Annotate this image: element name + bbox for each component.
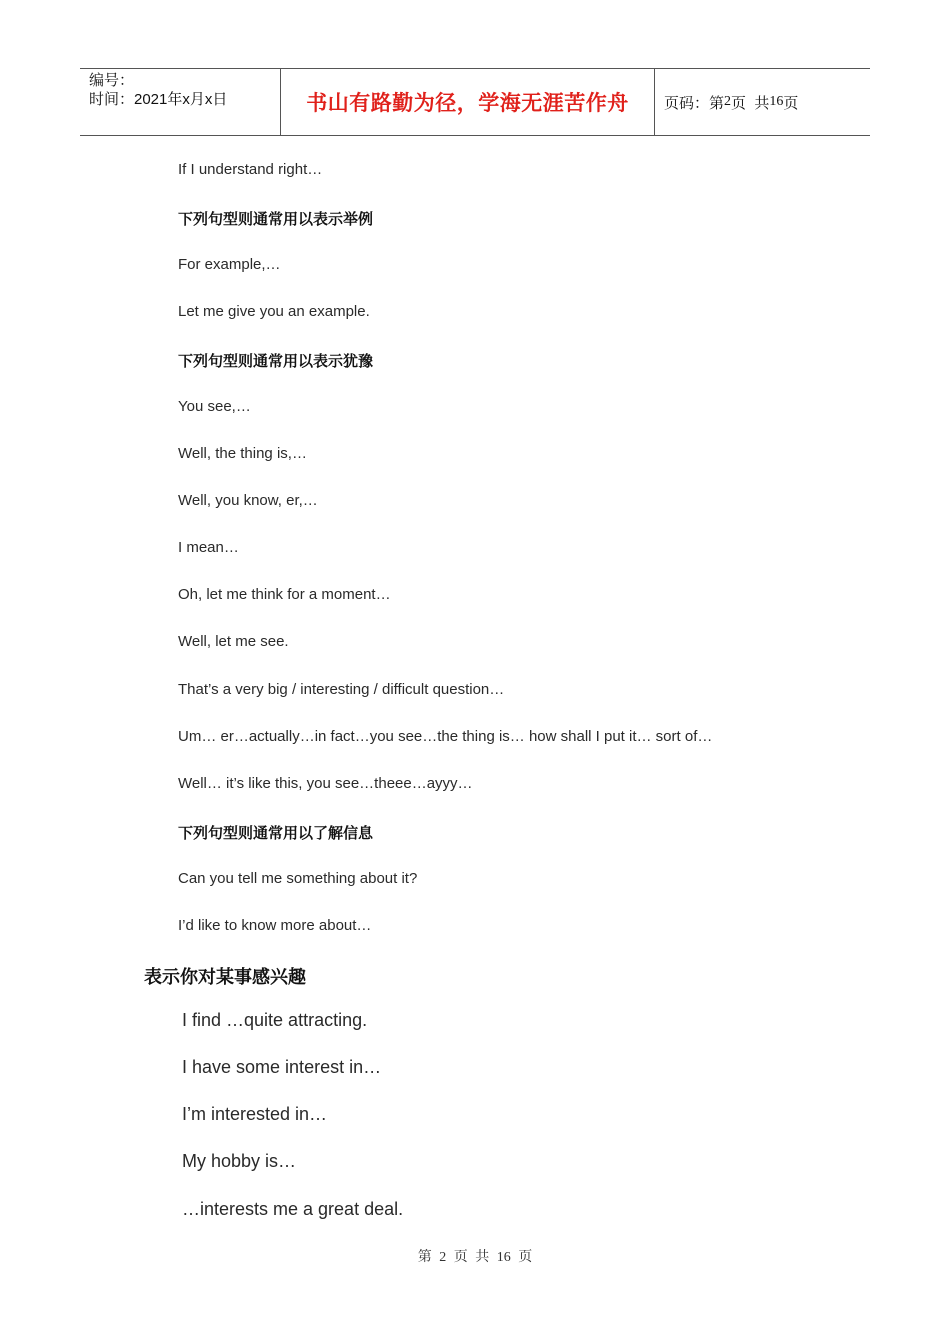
header-page-info <box>655 69 870 135</box>
text-line: Well, let me see. <box>178 633 289 650</box>
header-page-total: 16 <box>769 94 784 109</box>
text-line: Let me give you an example. <box>178 303 370 320</box>
section-item: I have some interest in… <box>182 1057 382 1077</box>
header-page-end: 页 <box>783 94 799 112</box>
text-line: Oh, let me think for a moment… <box>178 586 391 603</box>
section-title: 表示你对某事感兴趣 <box>144 967 306 987</box>
header-page-current: 2 <box>724 94 732 109</box>
header-motto: 书山有路勤为径，学海无涯苦作舟 <box>281 69 655 135</box>
text-line: Well, the thing is,… <box>178 445 307 462</box>
header-meta <box>80 69 281 135</box>
text-line: Well… it’s like this, you see…theee…ayyy… <box>178 775 473 792</box>
header-page-label: 页码：第 <box>664 94 725 112</box>
page-footer: 第 2 页 共 16 页 <box>417 1250 533 1265</box>
text-line: You see,… <box>178 398 251 415</box>
section-item: …interests me a great deal. <box>182 1199 404 1219</box>
text-line: Well, you know, er,… <box>178 492 318 509</box>
section-item: I’m interested in… <box>182 1104 328 1124</box>
section-item: I find …quite attracting. <box>182 1010 368 1030</box>
text-line: Um… er…actually…in fact…you see…the thing is… how shall I put it… sort of… <box>178 728 713 745</box>
text-line: For example,… <box>178 256 281 273</box>
page-header <box>80 68 870 136</box>
header-number-label: 编号： <box>89 72 135 89</box>
subheading: 下列句型则通常用以了解信息 <box>178 825 374 842</box>
text-line: That’s a very big / interesting / difficult question… <box>178 681 505 698</box>
subheading: 下列句型则通常用以表示举例 <box>178 211 374 228</box>
subheading: 下列句型则通常用以表示犹豫 <box>178 353 374 370</box>
text-line: Can you tell me something about it? <box>178 870 418 887</box>
header-page-mid: 页 共 <box>731 94 770 112</box>
text-line: I’d like to know more about… <box>178 917 372 934</box>
header-time-label: 时间：2021年x月x日 <box>89 91 228 108</box>
section-item: My hobby is… <box>182 1151 297 1171</box>
text-line: If I understand right… <box>178 161 323 178</box>
text-line: I mean… <box>178 539 239 556</box>
